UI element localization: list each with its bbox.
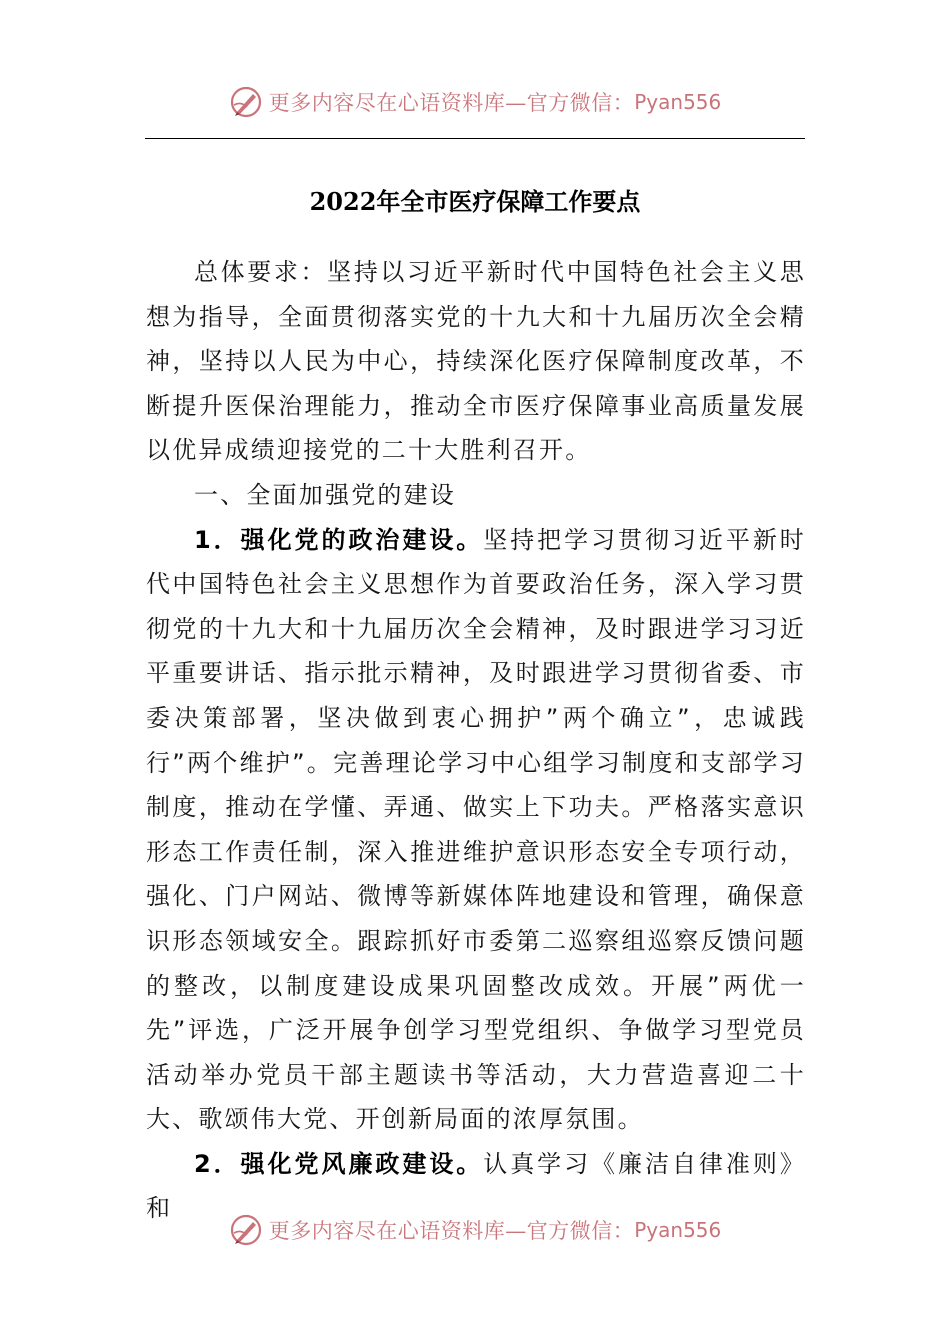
banner-text: 更多内容尽在心语资料库—官方微信： xyxy=(268,91,635,115)
pen-logo-icon xyxy=(229,1213,263,1247)
item-2-lead: 2．强化党风廉政建设。 xyxy=(194,1149,484,1178)
wechat-id: Pyan556 xyxy=(634,90,722,114)
footer-banner xyxy=(0,1210,950,1250)
intro-paragraph: 总体要求：坚持以习近平新时代中国特色社会主义思想为指导，全面贯彻落实党的十九大和十九届历次全会精神，坚持以人民为中心，持续深化医疗保障制度改革，不断提升医保治理能力，推动全市医疗保障事业高质量发展以优异成绩迎接党的二十大胜利召开。 xyxy=(146,258,806,465)
section-heading: 一、全面加强党的建设 xyxy=(194,480,456,509)
header-banner xyxy=(0,82,950,122)
header-rule xyxy=(145,138,805,139)
banner-text: 更多内容尽在心语资料库—官方微信： xyxy=(268,1219,635,1243)
pen-logo-icon xyxy=(229,85,263,119)
item-2-body: 认真学习《廉洁自律准则》和 xyxy=(146,1149,806,1223)
item-1-paragraph xyxy=(146,518,806,1142)
item-1-body: 坚持把学习贯彻习近平新时代中国特色社会主义思想作为首要政治任务，深入学习贯彻党的十九大和十九届历次全会精神，及时跟进学习习近平重要讲话、指示批示精神，及时跟进学习贯彻省委、市委决策部署，坚决做到衷心拥护”两个确立”，忠诚践行”两个维护”。完善理论学习中心组学习制度和支部学习制度，推动在学懂、弄通、做实上下功夫。严格落实意识形态工作责任制，深入推进维护意识形态安全专项行动，强化、门户网站、微博等新媒体阵地建设和管理，确保意识形态领域安全。跟踪抓好市委第二巡察组巡察反馈问题的整改，以制度建设成果巩固整改成效。开展”两优一先”评选，广泛开展争创学习型党组织、争做学习型党员活动举办党员干部主题读书等活动，大力营造喜迎二十大、歌颂伟大党、开创新局面的浓厚氛围。 xyxy=(146,525,806,1134)
item-1-lead: 1．强化党的政治建设。 xyxy=(194,525,484,554)
wechat-id: Pyan556 xyxy=(634,1218,722,1242)
document-title: 2022年全市医疗保障工作要点 xyxy=(309,187,641,216)
document-body xyxy=(146,250,806,1231)
